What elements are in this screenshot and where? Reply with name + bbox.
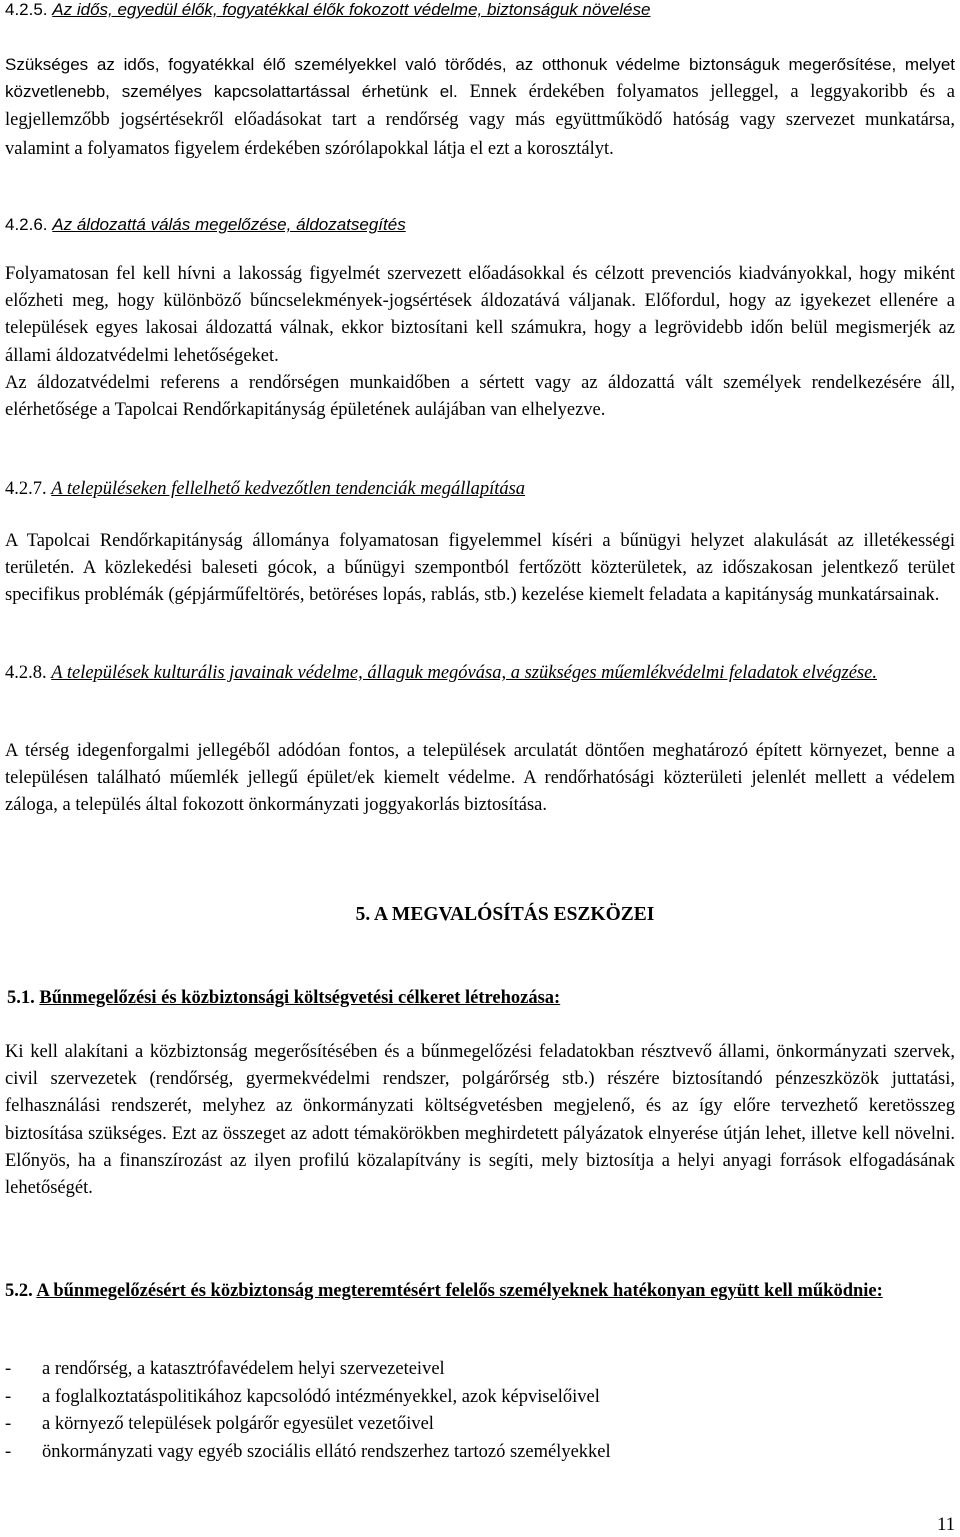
section-heading-4-2-8	[5, 660, 955, 687]
list-item	[5, 1356, 955, 1384]
heading-number: 5.2.	[5, 1281, 33, 1301]
section-heading-4-2-5	[5, 0, 955, 23]
heading-number: 4.2.7.	[5, 479, 47, 499]
section-heading-4-2-7	[5, 476, 955, 503]
section-heading-5-1	[7, 985, 957, 1012]
section-body-4-2-8	[5, 738, 955, 820]
heading-number: 4.2.6.	[5, 215, 48, 234]
list-item-text: a foglalkoztatáspolitikához kapcsolódó intézményekkel, azok képviselőivel	[42, 1386, 600, 1407]
section-body-4-2-5	[5, 51, 955, 163]
paragraph-part-b: Ennek érdekében folyamatos jelleggel, a leggyakoribb és a legjellemzőbb jogsértésekről előadásokat tart a rendőrség vagy más együttműködő hatóság vagy szervezet munkatársa, valamint a folyamatos figyelem érdekében szórólapokkal látja el ezt a korosztályt.	[5, 82, 956, 159]
list-item	[5, 1384, 955, 1412]
section-heading-4-2-6	[5, 211, 955, 238]
page-number: 11	[937, 1515, 955, 1535]
section-body-5-1	[5, 1039, 955, 1202]
list-bullet: -	[5, 1441, 12, 1462]
heading-number: 5.1.	[7, 988, 35, 1008]
responsibility-list	[5, 1356, 955, 1466]
heading-title: Bűnmegelőzési és közbiztonsági költségvetési célkeret létrehozása:	[39, 988, 561, 1008]
list-item-text: önkormányzati vagy egyéb szociális ellátó rendszerhez tartozó személyekkel	[42, 1441, 611, 1462]
list-bullet: -	[5, 1386, 12, 1407]
heading-title: Az idős, egyedül élők, fogyatékkal élők fokozott védelme, biztonságuk növelése	[52, 0, 651, 19]
list-item	[5, 1439, 955, 1467]
paragraph: A térség idegenforgalmi jellegéből adódóan fontos, a települések arculatát döntően meghatározó épített környezet, benne a településen található műemlék jellegű épület/ek kiemelt védelme. A rendőrhatósági közterületi jelenlét mellett a védelem záloga, a település által fokozott önkormányzati joggyakorlás biztosítása.	[5, 741, 955, 816]
heading-number: 4.2.5.	[5, 0, 48, 19]
paragraph: A Tapolcai Rendőrkapitányság állománya folyamatosan figyelemmel kíséri a bűnügyi helyzet alakulását az illetékességi területén. A közlekedési baleseti gócok, a bűnügyi szempontból fertőzött közterületek, az időszakosan jelentkező terület specifikus problémák (gépjárműfeltörés, betöréses lopás, rablás, stb.) kezelése kiemelt feladata a kapitányság munkatársainak.	[5, 531, 955, 606]
paragraph: Ki kell alakítani a közbiztonság megerősítésében és a bűnmegelőzési feladatokban résztvevő állami, önkormányzati szervek, civil szervezetek (rendőrség, gyermekvédelmi rendszer, polgárőrség stb.) részére biztosítandó pénzeszközök juttatási, felhasználási rendszerét, melyhez az önkormányzati költségvetésben megjelenő, és az így előre tervezhető keretösszeg biztosítása szükséges. Ezt az összeget az adott témakörökben meghirdetett pályázatok elnyerése útján lehet, illetve kell növelni. Előnyös, ha a finanszírozást az ilyen profilú közalapítvány is segíti, mely biztosítja a helyi anyagi források elfogadásának lehetőségét.	[5, 1042, 955, 1199]
list-item	[5, 1411, 955, 1439]
list-item-text: a környező települések polgárőr egyesület vezetőivel	[42, 1414, 434, 1434]
list-bullet: -	[5, 1414, 12, 1434]
heading-number: 4.2.8.	[5, 663, 47, 683]
section-body-4-2-7	[5, 528, 955, 610]
section-body-4-2-6	[5, 261, 955, 424]
heading-title: Az áldozattá válás megelőzése, áldozatsegítés	[52, 215, 406, 234]
paragraph: Az áldozatvédelmi referens a rendőrségen munkaidőben a sértett vagy az áldozattá vált személyek rendelkezésére áll, elérhetősége a Tapolcai Rendőrkapitányság épületének aulájában van elhelyezve.	[5, 372, 955, 421]
heading-title: A bűnmegelőzésért és közbiztonság megteremtésért felelős személyeknek hatékonyan együtt kell működnie:	[36, 1281, 883, 1301]
paragraph: Folyamatosan fel kell hívni a lakosság figyelmét szervezett előadásokkal és célzott prevenciós kiadványokkal, hogy miként előzheti meg, hogy különböző bűncselekmények-jogsértések áldozatává váljanak. Előfordul, hogy az igyekezet ellenére a települések egyes lakosai áldozattá válnak, ekkor biztosítani kell számukra, hogy a legrövidebb időn belül megismerjék az állami áldozatvédelmi lehetőségeket.	[5, 264, 955, 366]
paragraph-part-a: Szükséges az idős, fogyatékkal élő személyekkel való törődés, az otthonuk védelme biztonságuk megerősítése, melyet közvetlenebb, személyes kapcsolattartással érhetünk el.	[5, 55, 955, 102]
list-item-text: a rendőrség, a katasztrófavédelem helyi szervezeteivel	[42, 1359, 445, 1379]
heading-title: A településeken fellelhető kedvezőtlen tendenciák megállapítása	[51, 479, 526, 499]
section-heading-5-2	[5, 1278, 955, 1305]
chapter-title: 5. A MEGVALÓSÍTÁS ESZKÖZEI	[355, 904, 655, 925]
heading-title: A települések kulturális javainak védelme, állaguk megóvása, a szükséges műemlékvédelmi feladatok elvégzése.	[51, 663, 877, 683]
list-bullet: -	[5, 1359, 12, 1379]
